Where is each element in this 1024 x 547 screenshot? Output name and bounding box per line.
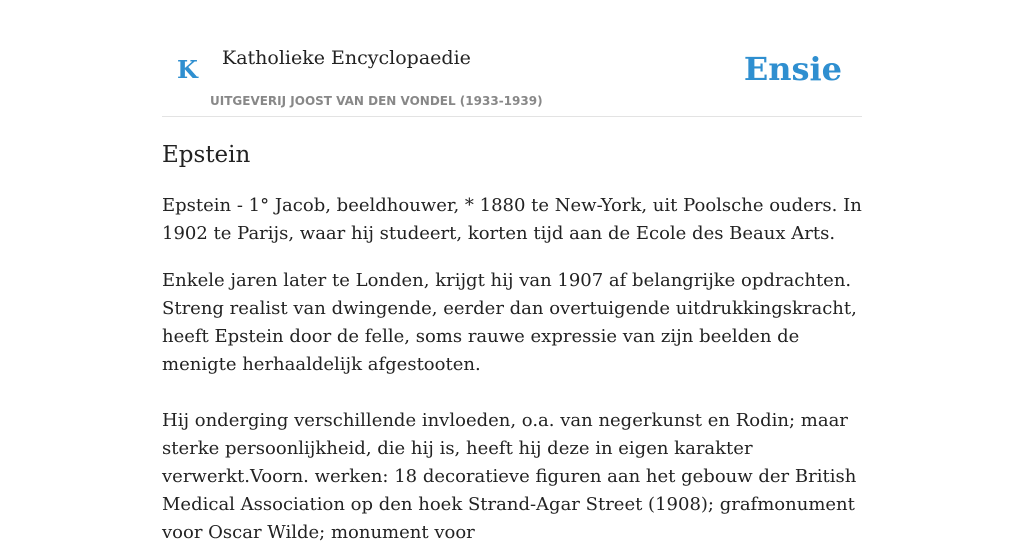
site-header [162, 0, 862, 117]
article-paragraph: Enkele jaren later te Londen, krijgt hij van 1907 af belangrijke opdrachten. Streng realist van dwingende, eerder dan overtuigende uitdrukkingskracht, heeft Epstein door de felle, soms rauwe expressie van zijn beelden de menigte herhaaldelijk afgestooten. [162, 270, 857, 375]
article-body [162, 192, 862, 547]
entry-title: Epstein [162, 142, 251, 168]
article-paragraph: Hij onderging verschillende invloeden, o.a. van negerkunst en Rodin; maar sterke persoonlijkheid, die hij is, heeft hij deze in eigen karakter verwerkt.Voorn. werken: 18 decoratieve figuren aan het gebouw der British Medical Association op den hoek Strand-Agar Street (1908); grafmonument voor Oscar Wilde; monument voor [162, 410, 857, 543]
encyclopedia-title[interactable]: Katholieke Encyclopaedie [222, 47, 471, 69]
article-paragraph: Epstein - 1° Jacob, beeldhouwer, * 1880 te New-York, uit Poolsche ouders. In 1902 te Parijs, waar hij studeert, korten tijd aan de Ecole des Beaux Arts. [162, 195, 862, 244]
encyclopedia-logo[interactable]: K [177, 55, 198, 84]
ensie-logo-link[interactable]: Ensie [743, 50, 842, 88]
publisher-label: UITGEVERIJ JOOST VAN DEN VONDEL (1933-1939) [210, 94, 543, 108]
